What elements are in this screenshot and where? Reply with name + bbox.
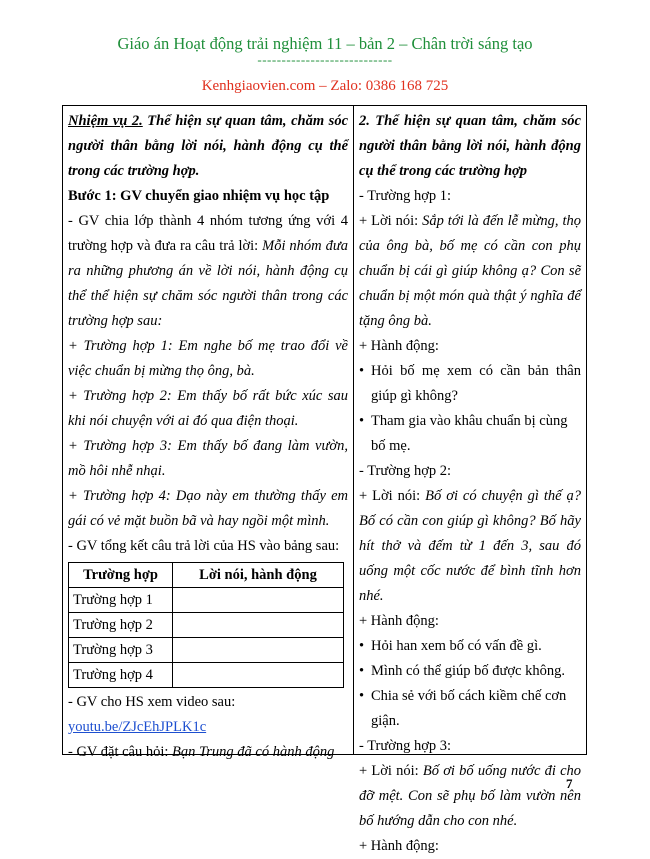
table-cell-empty [173, 638, 344, 663]
list-item-text: Tham gia vào khâu chuẩn bị cùng bố mẹ. [371, 413, 568, 454]
result-case-1-speech [359, 209, 581, 334]
table-header-action: Lời nói, hành động [173, 563, 344, 588]
result-case-1-label: - Trường hợp 1: [359, 188, 452, 204]
table-cell: Trường hợp 3 [69, 638, 173, 663]
table-row [69, 613, 344, 638]
speech-text: Bố ơi bố uống nước đi cho đỡ mệt. Con sẽ phụ bố làm vườn nên bố hướng dẫn cho con nhé. [359, 763, 581, 829]
table-cell: Trường hợp 1 [69, 588, 173, 613]
table-row [69, 638, 344, 663]
case-1: + Trường hợp 1: Em nghe bố mẹ trao đổi về việc chuẩn bị mừng thọ ông, bà. [68, 338, 348, 379]
speech-text: Bố ơi có chuyện gì thế ạ? Bố có cần con giúp gì không? Bố hãy hít thở và đếm từ 1 đến 3, sau đó uống một cốc nước để bình tĩnh hơn nhé. [359, 488, 581, 604]
table-cell: Trường hợp 4 [69, 663, 173, 688]
task-title: Thể hiện sự quan tâm, chăm sóc người thân bằng lời nói, hành động cụ thể trong các trường hợp. [68, 113, 349, 179]
list-item [359, 659, 581, 684]
step-heading: Bước 1: GV chuyển giao nhiệm vụ học tập [68, 188, 330, 204]
bullet-icon: • [359, 413, 365, 429]
question-text: - GV đặt câu hỏi: [68, 744, 173, 760]
table-cell-empty [173, 663, 344, 688]
list-item-text: Mình có thể giúp bố được không. [371, 663, 565, 679]
list-item [359, 684, 581, 734]
question-italic-text: Bạn Trung đã có hành động [172, 744, 335, 760]
page-header [0, 34, 650, 96]
bullet-icon: • [359, 663, 365, 679]
result-case-2-action-label: + Hành động: [359, 613, 439, 629]
table-cell: Trường hợp 2 [69, 613, 173, 638]
speech-label: + Lời nói: [359, 213, 423, 229]
video-link-line [68, 715, 348, 740]
bullet-icon: • [359, 363, 365, 379]
result-case-2-speech [359, 484, 581, 609]
intro-paragraph [68, 209, 348, 334]
speech-label: + Lời nói: [359, 763, 423, 779]
task-label: Nhiệm vụ 2. [68, 113, 143, 129]
speech-label: + Lời nói: [359, 488, 426, 504]
case-4: + Trường hợp 4: Dạo này em thường thấy em gái có vẻ mặt buồn bã và hay ngồi một mình. [68, 488, 348, 529]
summary-table [68, 562, 344, 688]
task-heading [68, 109, 348, 184]
result-case-3-action-label: + Hành động: [359, 838, 439, 854]
list-item [359, 409, 581, 459]
list-item-text: Chia sẻ với bố cách kiềm chế cơn giận. [371, 688, 567, 729]
result-case-3-speech [359, 759, 581, 834]
list-item [359, 634, 581, 659]
speech-text: Sắp tới là đến lễ mừng, thọ của ông bà, bố mẹ có cần con phụ chuẩn bị cái gì giúp không ạ? Con sẽ chuẩn bị một món quà thật ý nghĩa để tặng ông bà. [359, 213, 581, 329]
page-number: 7 [566, 776, 573, 791]
teacher-activity-column [63, 106, 354, 760]
list-item [359, 359, 581, 409]
question-line [68, 740, 348, 765]
case-3: + Trường hợp 3: Em thấy bố đang làm vườn, mồ hôi nhễ nhại. [68, 438, 348, 479]
case-2: + Trường hợp 2: Em thấy bố rất bức xúc sau khi nói chuyện với ai đó qua điện thoại. [68, 388, 348, 429]
bullet-icon: • [359, 688, 365, 704]
table-header-row [69, 563, 344, 588]
document-title: Giáo án Hoạt động trải nghiệm 11 – bản 2 – Chân trời sáng tạo [117, 34, 533, 53]
result-case-3-label: - Trường hợp 3: [359, 738, 452, 754]
result-title: 2. Thể hiện sự quan tâm, chăm sóc người thân bằng lời nói, hành động cụ thể trong các trường hợp [359, 113, 581, 179]
list-item-text: Hỏi han xem bố có vấn đề gì. [371, 638, 542, 654]
result-case-1-action-label: + Hành động: [359, 338, 439, 354]
table-cell-empty [173, 588, 344, 613]
lesson-table [62, 105, 587, 854]
table-cell-empty [173, 613, 344, 638]
header-divider: ---------------------------- [257, 52, 393, 67]
table-row [69, 588, 344, 613]
table-header-case: Trường hợp [69, 563, 173, 588]
video-instruction: - GV cho HS xem video sau: [68, 694, 236, 710]
intro-italic-text: Mỗi nhóm đưa ra những phương án về lời nói, hành động cụ thể thể hiện sự chăm sóc người thân trong các trường hợp sau: [68, 238, 348, 329]
contact-line: Kenhgiaovien.com – Zalo: 0386 168 725 [201, 78, 449, 94]
video-link[interactable]: youtu.be/ZJcEhJPLK1c [68, 719, 207, 735]
result-case-2-label: - Trường hợp 2: [359, 463, 452, 479]
list-item-text: Hỏi bố mẹ xem có cần bản thân giúp gì không? [371, 363, 581, 404]
summary-instruction: - GV tổng kết câu trả lời của HS vào bảng sau: [68, 538, 340, 554]
intro-text: - GV chia lớp thành 4 nhóm tương ứng với 4 trường hợp và đưa ra câu trả lời: [68, 213, 348, 254]
expected-result-column [354, 106, 586, 854]
bullet-icon: • [359, 638, 365, 654]
table-row [69, 663, 344, 688]
